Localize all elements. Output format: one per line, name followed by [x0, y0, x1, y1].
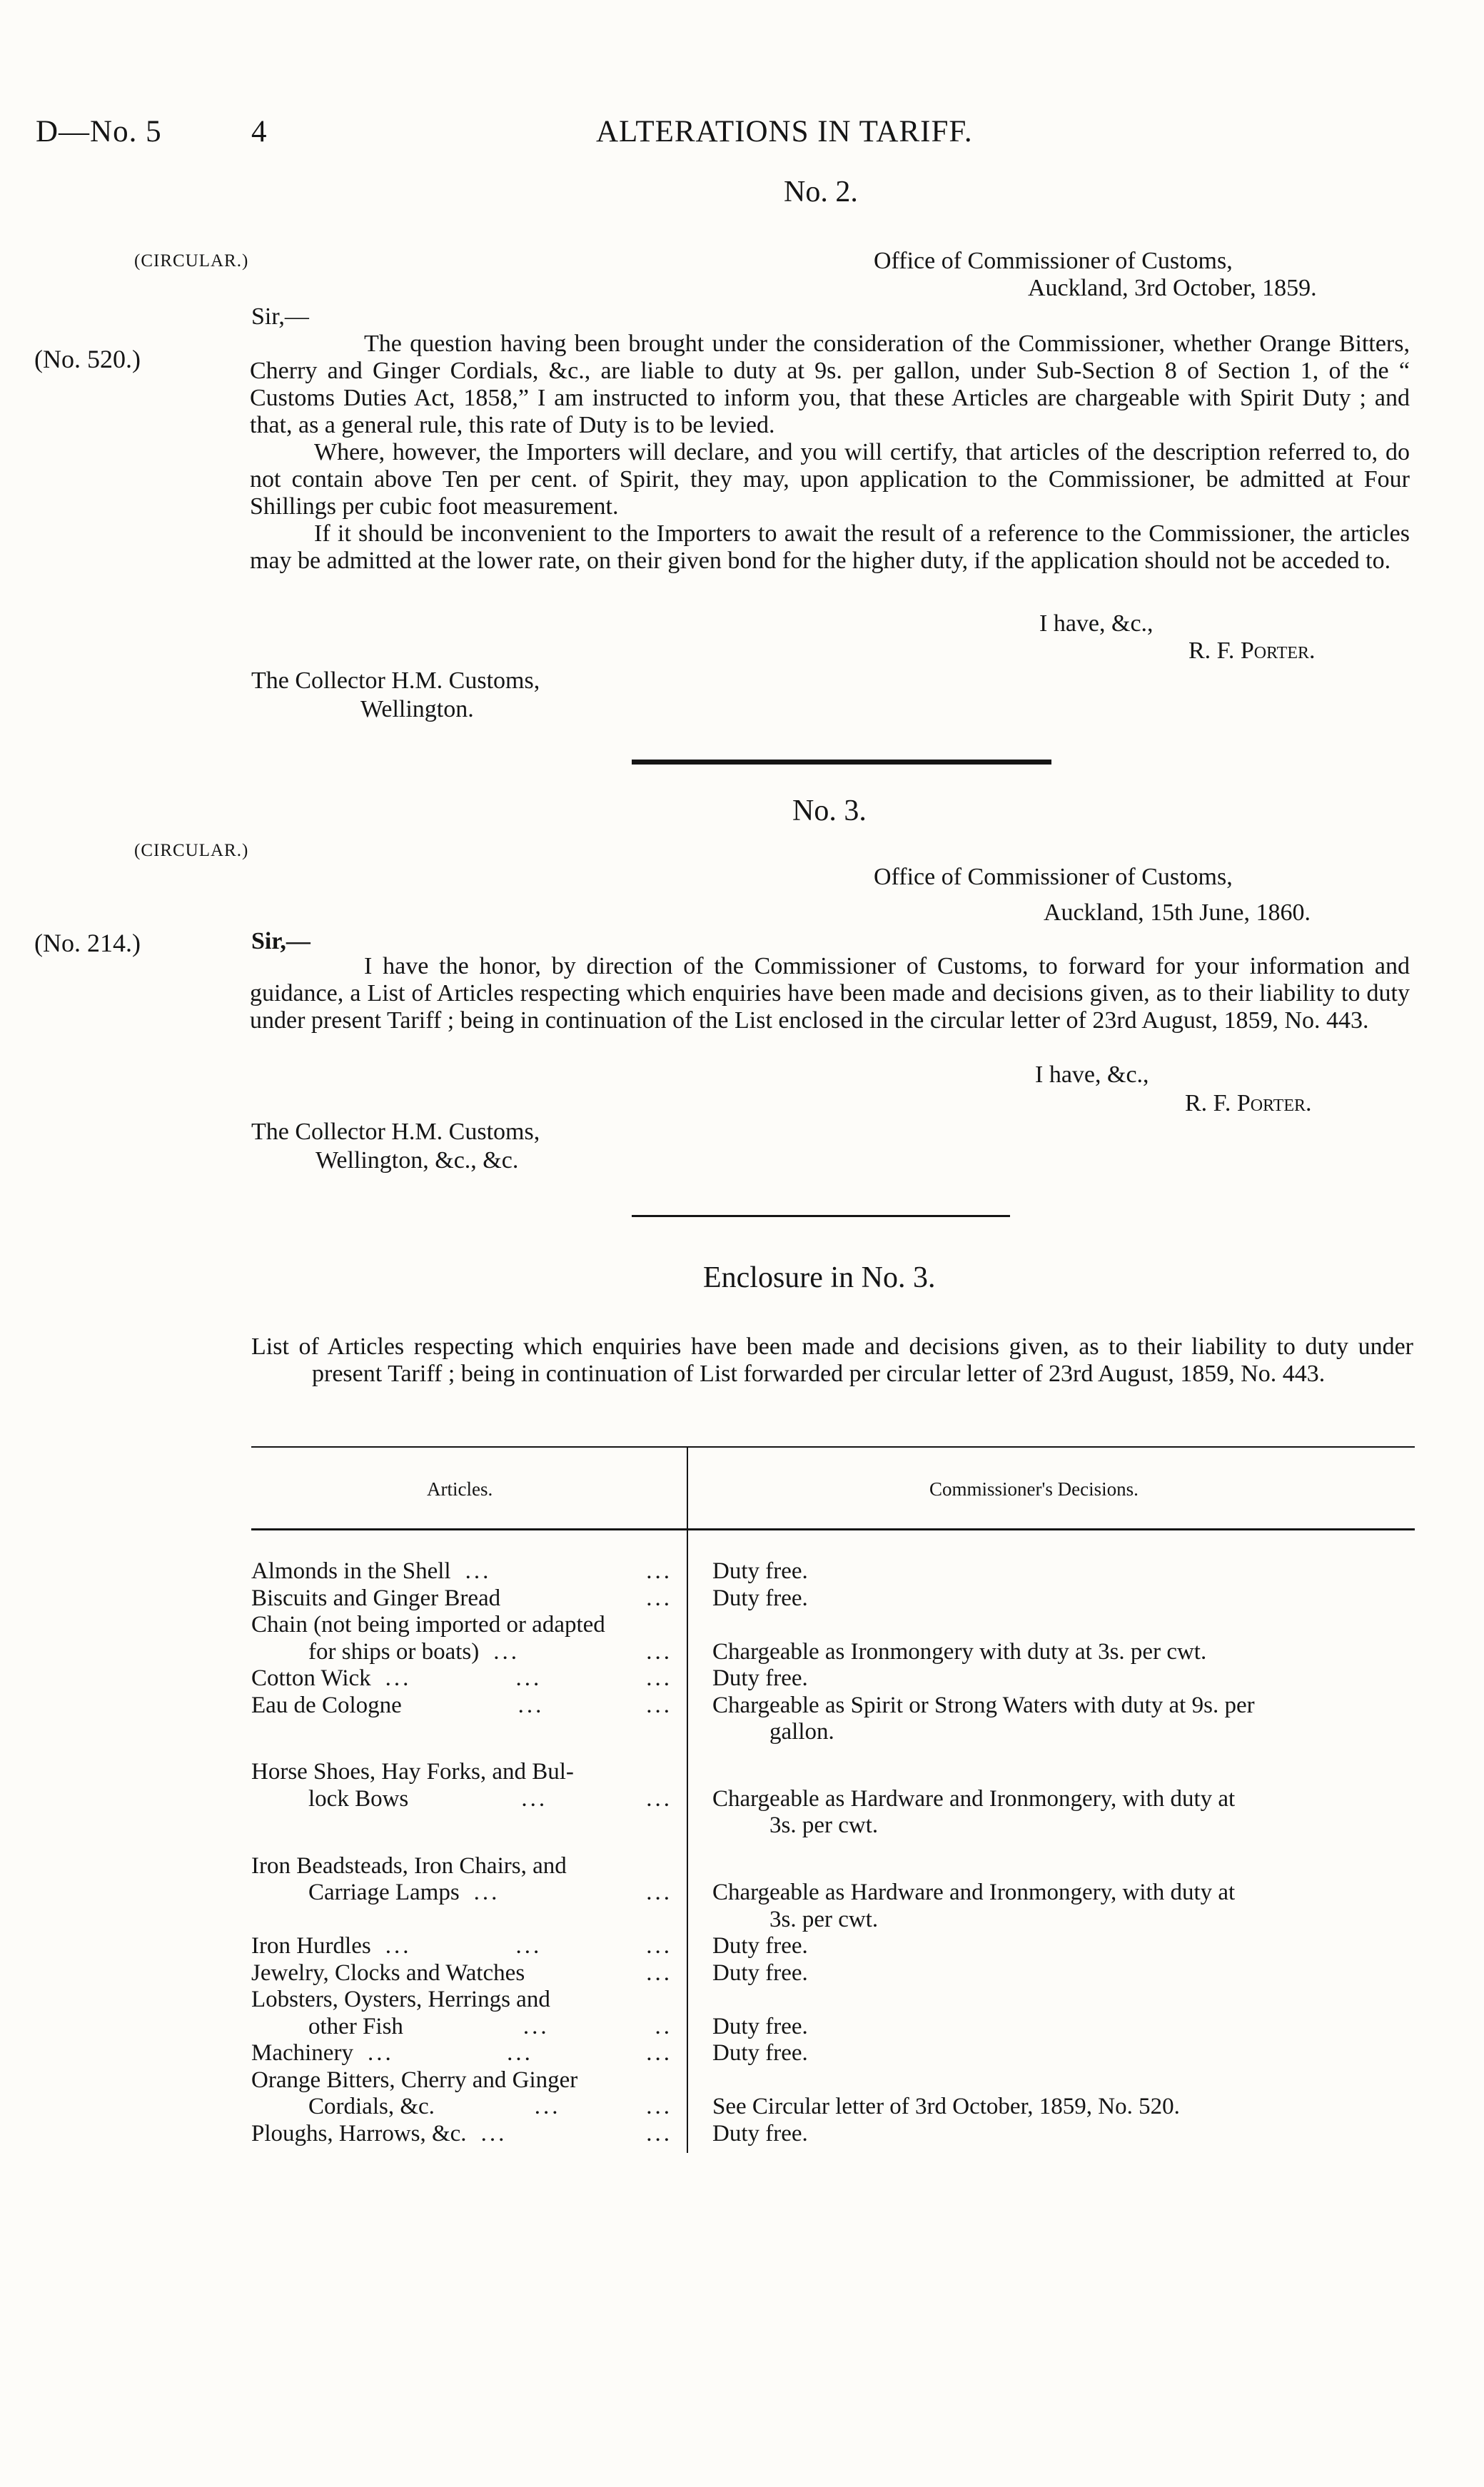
article-line: Horse Shoes, Hay Forks, and Bul-: [251, 1759, 574, 1785]
column-header-articles: Articles.: [427, 1478, 493, 1500]
section-divider: [632, 760, 1051, 765]
leader-dots: ...: [646, 1880, 672, 1905]
decision-line: Duty free.: [712, 1558, 808, 1584]
decision-line: Chargeable as Hardware and Ironmongery, with duty at: [712, 1880, 1236, 1905]
leader-dots: ...: [534, 2094, 561, 2119]
letter2-signature: R. F. Porter.: [1188, 637, 1316, 664]
leader-dots: ...: [646, 2120, 672, 2147]
decision-line: See Circular letter of 3rd October, 1859, No. 520.: [712, 2094, 1180, 2119]
decision-text: [712, 1665, 1412, 1693]
decision-text: [712, 2121, 1412, 2148]
letter3-number: No. 3.: [792, 794, 867, 827]
letter2-ref: (No. 520.): [34, 345, 141, 373]
leader-dots: ...: [646, 2094, 672, 2119]
article-line: Cotton Wick: [251, 1665, 371, 1691]
letter2-place-date: Auckland, 3rd October, 1859.: [1028, 275, 1317, 301]
article-name: [251, 1612, 672, 1665]
article-line: Orange Bitters, Cherry and Ginger: [251, 2067, 578, 2093]
decision-line-continued: 3s. per cwt.: [769, 1906, 879, 1932]
decision-line: Duty free.: [712, 2013, 808, 2039]
letter2-paragraph-1: The question having been brought under the consideration of the Commissioner, whether Orange Bitters, Cherry and Ginger Cordials, &c., are liable to duty at 9s. per gallon, under Sub-Section 8 of Section 1, of the “ Customs Duties Act, 1858,” I am instructed to inform you, that these Articles are chargeable with Spirit Duty ; and that, as a general rule, this rate of Duty is to be levied.: [250, 331, 1410, 438]
decision-line: Duty free.: [712, 1933, 808, 1959]
letter3-circular: (CIRCULAR.): [134, 841, 249, 860]
letter2-addressee-city: Wellington.: [360, 696, 474, 722]
article-line: Eau de Cologne: [251, 1692, 402, 1718]
decision-text: [712, 1786, 1412, 1840]
decision-line-continued: gallon.: [769, 1719, 834, 1745]
article-name: [251, 2067, 672, 2121]
article-name: [251, 1987, 672, 2040]
decision-line: Chargeable as Ironmongery with duty at 3s. per cwt.: [712, 1638, 1207, 1665]
decision-text: [712, 2040, 1412, 2067]
letter3-place-date: Auckland, 15th June, 1860.: [1044, 899, 1311, 926]
decision-text: [712, 1693, 1412, 1746]
article-name: [251, 1665, 672, 1693]
page-title: ALTERATIONS IN TARIFF.: [596, 115, 973, 148]
article-line-continued: Cordials, &c.: [308, 2094, 435, 2119]
letter2-addressee: The Collector H.M. Customs,: [251, 667, 540, 694]
leader-dots: ...: [515, 1933, 542, 1959]
decision-line: Duty free.: [712, 2120, 808, 2147]
letter3-closing: I have, &c.,: [1035, 1061, 1149, 1088]
decision-text: [712, 2014, 1412, 2041]
letter3-signature: R. F. Porter.: [1185, 1090, 1312, 1116]
leader-dots: ...: [493, 1638, 520, 1665]
leader-dots: ...: [385, 1665, 412, 1691]
leader-dots: ...: [523, 2013, 550, 2039]
article-line: Ploughs, Harrows, &c.: [251, 2120, 467, 2147]
letter2-paragraph-2: Where, however, the Importers will declare, and you will certify, that articles of the description referred to, do not contain above Ten per cent. of Spirit, they may, upon application to the Commissioner, be admitted at Four Shillings per cubic foot measurement.: [250, 439, 1410, 520]
enclosure-intro: List of Articles respecting which enquiries have been made and decisions given, as to their liability to duty under present Tariff ; being in continuation of List forwarded per circular letter of 23rd August, 1859, No. 443.: [251, 1333, 1413, 1387]
leader-dots: ...: [646, 1959, 672, 1986]
leader-dots: ...: [515, 1665, 542, 1691]
leader-dots: ...: [646, 2040, 672, 2066]
decision-text: [712, 1585, 1412, 1613]
letter3-body: [250, 953, 1410, 1034]
leader-dots: ...: [518, 1692, 545, 1718]
leader-dots: ...: [646, 1665, 672, 1691]
decision-line: Duty free.: [712, 2040, 808, 2066]
article-line: Jewelry, Clocks and Watches: [251, 1959, 525, 1986]
article-name: [251, 1933, 672, 1960]
letter2-office: Office of Commissioner of Customs,: [874, 248, 1233, 274]
letter2-circular: (CIRCULAR.): [134, 251, 249, 271]
article-line: Lobsters, Oysters, Herrings and: [251, 1987, 550, 2012]
article-line: Machinery: [251, 2040, 353, 2066]
article-line-continued: lock Bows: [308, 1785, 409, 1812]
letter2-closing: I have, &c.,: [1039, 610, 1154, 637]
leader-dots: ...: [646, 1933, 672, 1959]
article-line-continued: Carriage Lamps: [308, 1880, 460, 1905]
decision-text: [712, 2094, 1412, 2121]
decision-line: Chargeable as Hardware and Ironmongery, with duty at: [712, 1785, 1236, 1812]
table-header-rule: [251, 1528, 1415, 1530]
enclosure-title: Enclosure in No. 3.: [703, 1261, 936, 1294]
leader-dots: ...: [465, 1558, 492, 1584]
article-name: [251, 1853, 672, 1907]
decision-text: [712, 1639, 1412, 1666]
page-number: 4: [251, 115, 268, 148]
leader-dots: ...: [521, 1785, 548, 1812]
article-line: Chain (not being imported or adapted: [251, 1612, 605, 1638]
leader-dots: ...: [646, 1785, 672, 1812]
decision-line-continued: 3s. per cwt.: [769, 1812, 879, 1839]
leader-dots: ...: [480, 2120, 508, 2147]
letter3-addressee-city: Wellington, &c., &c.: [316, 1147, 519, 1174]
page-ref: D—No. 5: [36, 115, 162, 148]
article-name: [251, 2121, 672, 2148]
leader-dots: ...: [646, 1692, 672, 1718]
article-line: Iron Beadsteads, Iron Chairs, and: [251, 1852, 567, 1879]
leader-dots: ..: [655, 2013, 672, 2039]
article-line-continued: for ships or boats): [308, 1638, 480, 1665]
leader-dots: ...: [367, 2040, 394, 2066]
article-line: Biscuits and Ginger Bread: [251, 1585, 501, 1611]
decision-text: [712, 1880, 1412, 1933]
letter3-office: Office of Commissioner of Customs,: [874, 864, 1233, 890]
letter3-paragraph: I have the honor, by direction of the Commissioner of Customs, to forward for your information and guidance, a List of Articles respecting which enquiries have been made and decisions given, as to their liability to duty under present Tariff ; being in continuation of the List enclosed in the circular letter of 23rd August, 1859, No. 443.: [250, 953, 1410, 1034]
decision-line: Duty free.: [712, 1959, 808, 1986]
leader-dots: ...: [473, 1880, 500, 1905]
letter2-number: No. 2.: [784, 176, 858, 208]
article-line-continued: other Fish: [308, 2013, 403, 2039]
leader-dots: ...: [507, 2040, 533, 2066]
article-name: [251, 1759, 672, 1812]
article-line: Iron Hurdles: [251, 1933, 371, 1959]
column-header-decisions: Commissioner's Decisions.: [929, 1478, 1139, 1500]
leader-dots: ...: [646, 1558, 672, 1584]
decision-line: Duty free.: [712, 1665, 808, 1691]
article-name: [251, 1960, 672, 1987]
decision-line: Duty free.: [712, 1585, 808, 1611]
leader-dots: ...: [646, 1585, 672, 1611]
letter3-ref: (No. 214.): [34, 929, 141, 957]
article-name: [251, 2040, 672, 2067]
article-name: [251, 1693, 672, 1720]
leader-dots: ...: [385, 1933, 412, 1959]
letter2-body: [250, 331, 1410, 575]
article-name: [251, 1558, 672, 1585]
letter2-salutation: Sir,—: [251, 303, 309, 330]
article-line: Almonds in the Shell: [251, 1558, 451, 1584]
table-column-rule: [687, 1446, 688, 2153]
leader-dots: ...: [646, 1638, 672, 1665]
decision-text: [712, 1558, 1412, 1585]
letter2-paragraph-3: If it should be inconvenient to the Importers to await the result of a reference to the Commissioner, the articles may be admitted at the lower rate, on their given bond for the higher duty, if the application should not be acceded to.: [250, 520, 1410, 574]
article-name: [251, 1585, 672, 1613]
decision-line: Chargeable as Spirit or Strong Waters with duty at 9s. per: [712, 1692, 1255, 1718]
decision-text: [712, 1960, 1412, 1987]
section-divider-2: [632, 1215, 1010, 1217]
table-top-rule: [251, 1446, 1415, 1448]
letter3-salutation: Sir,—: [251, 928, 311, 954]
letter3-addressee: The Collector H.M. Customs,: [251, 1119, 540, 1145]
decision-text: [712, 1933, 1412, 1960]
